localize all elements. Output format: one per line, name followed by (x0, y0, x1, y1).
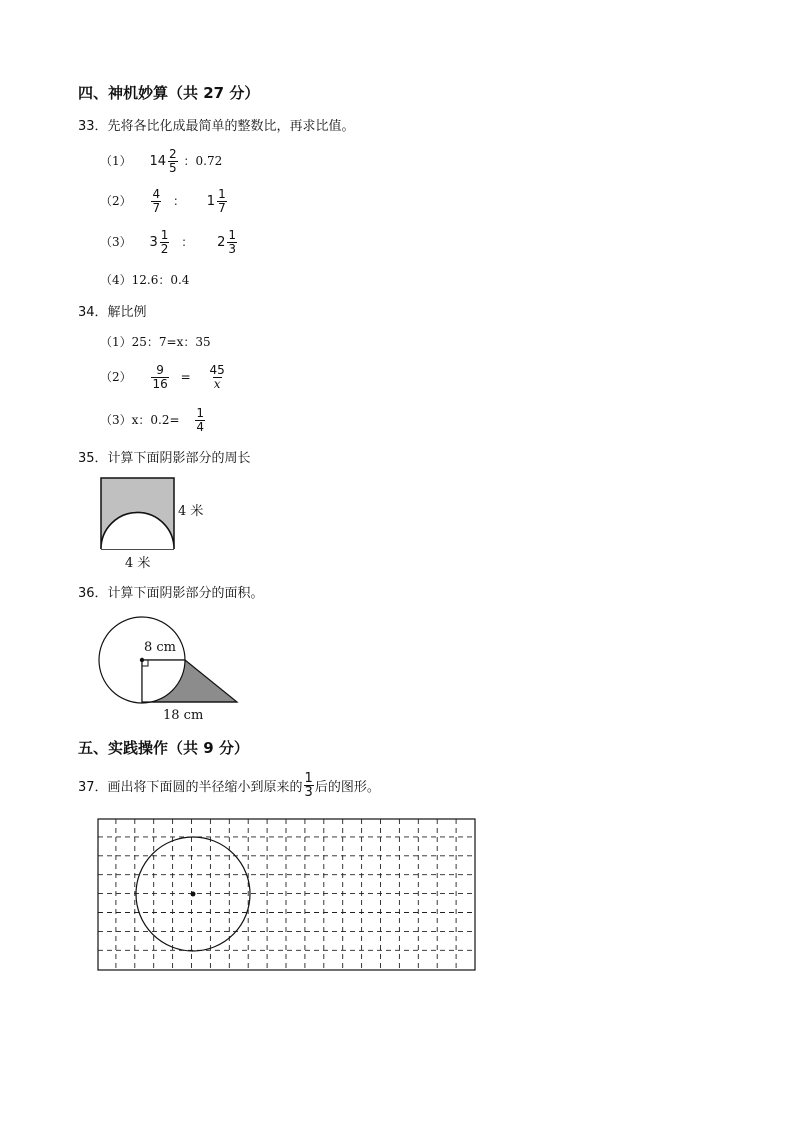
whole-part: 14 (149, 154, 167, 169)
fraction (168, 148, 178, 175)
item-label: （2） (100, 370, 132, 384)
fraction (227, 229, 237, 256)
denominator: x (213, 377, 221, 391)
mixed-number (149, 148, 179, 175)
mixed-number (217, 229, 239, 256)
fraction (217, 188, 227, 215)
fraction (151, 188, 161, 215)
whole-part: 3 (149, 235, 158, 250)
numerator: 4 (152, 187, 161, 201)
numerator: 1 (218, 187, 226, 201)
question-35-text: 35．计算下面阴影部分的周长 (78, 451, 251, 466)
item-label: （3）x：0.2= (100, 413, 180, 427)
ratio-sep: ： (183, 154, 196, 168)
question-text-before: 37．画出将下面圆的半径缩小到原来的 (78, 780, 303, 795)
bottom-label: 4 米 (125, 556, 151, 571)
side-label: 4 米 (178, 504, 204, 519)
denominator: 5 (169, 161, 177, 175)
item-label: （1） (100, 154, 132, 168)
q35-figure (96, 474, 226, 574)
section-title-4: 四、神机妙算（共 27 分） (78, 84, 260, 102)
numerator: 9 (156, 363, 164, 377)
denominator: 7 (218, 201, 226, 215)
q36-figure (94, 610, 244, 710)
question-34-text: 34．解比例 (78, 305, 147, 320)
denominator: 7 (152, 201, 161, 215)
ratio-rhs: 0.72 (195, 154, 223, 168)
mixed-number (149, 229, 171, 256)
fraction (160, 229, 170, 256)
q33-item-4: （4）12.6：0.4 (100, 273, 190, 287)
denominator: 16 (152, 377, 168, 391)
q34-item-1: （1）25：7=x：35 (100, 335, 211, 349)
question-text-after: 后的图形。 (314, 780, 380, 795)
q33-item-1 (100, 148, 222, 175)
q34-item-2 (100, 364, 228, 391)
ratio-sep: ： (181, 235, 194, 249)
q33-item-3 (100, 229, 239, 256)
fraction (304, 772, 314, 799)
whole-part: 2 (217, 235, 226, 250)
item-label: （2） (100, 194, 132, 208)
item-label: （3） (100, 235, 132, 249)
mixed-number (207, 188, 229, 215)
question-37-text (78, 772, 380, 799)
numerator: 1 (196, 406, 205, 420)
question-33-text: 33．先将各比化成最简单的整数比，再求比值。 (78, 119, 355, 134)
numerator: 2 (169, 147, 177, 161)
base-label: 18 cm (163, 708, 204, 723)
denominator: 2 (160, 242, 169, 256)
q37-grid-figure (97, 818, 477, 972)
dashed-grid (98, 819, 475, 970)
numerator: 1 (160, 228, 169, 242)
numerator: 45 (209, 363, 225, 377)
denominator: 3 (304, 785, 313, 800)
ratio-sep: ： (172, 194, 185, 208)
numerator: 1 (228, 228, 236, 242)
section-title-5: 五、实践操作（共 9 分） (78, 739, 249, 757)
circle-center-dot (191, 892, 196, 897)
fraction (208, 364, 225, 391)
q34-item-3 (100, 407, 207, 434)
whole-part: 1 (206, 194, 216, 209)
denominator: 3 (228, 242, 236, 256)
fraction (151, 364, 168, 391)
q33-item-2 (100, 188, 229, 215)
numerator: 1 (304, 771, 313, 786)
denominator: 4 (196, 420, 205, 434)
question-36-text: 36．计算下面阴影部分的面积。 (78, 586, 264, 601)
equals-sign: = (180, 370, 191, 384)
fraction (195, 407, 205, 434)
center-dot (140, 658, 144, 662)
radius-label: 8 cm (144, 640, 177, 655)
